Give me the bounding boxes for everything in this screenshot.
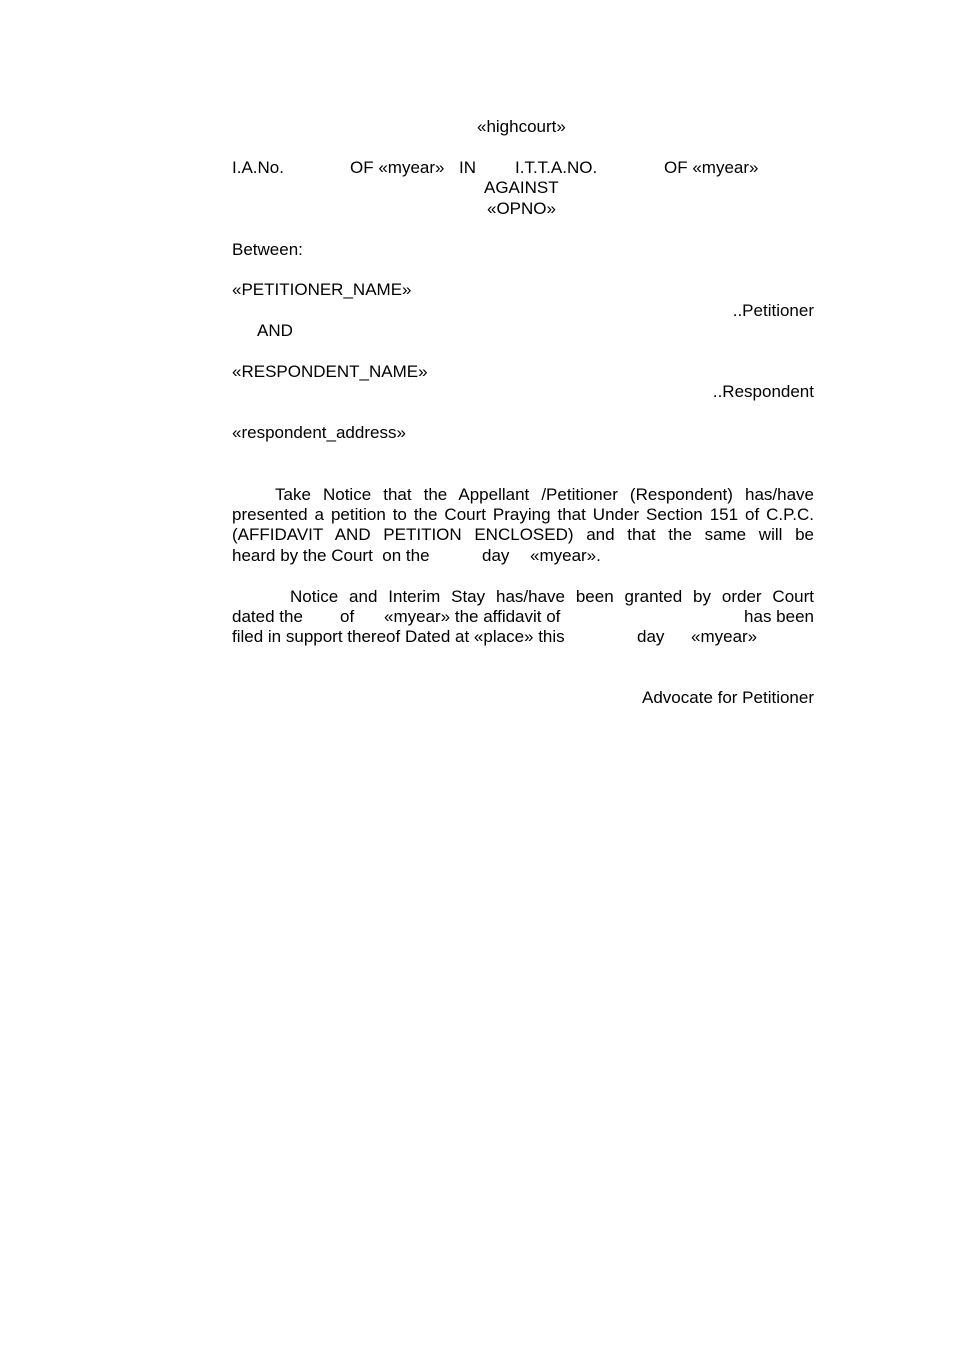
- hearing-year: «myear».: [530, 546, 601, 565]
- respondent-name: «RESPONDENT_NAME»: [232, 362, 428, 381]
- hearing-day-label: day: [482, 546, 510, 565]
- dated-at-place-label: filed in support thereof Dated at «place» this: [232, 627, 565, 646]
- affidavit-of-label: «myear» the affidavit of: [384, 607, 561, 626]
- and-label: AND: [257, 321, 293, 340]
- has-been-label: has been: [744, 607, 814, 626]
- itta-number-label: I.T.T.A.NO.: [515, 158, 598, 177]
- petitioner-name: «PETITIONER_NAME»: [232, 280, 412, 299]
- advocate-signature: Advocate for Petitioner: [642, 688, 814, 707]
- op-number: «OPNO»: [487, 199, 556, 218]
- respondent-role: ..Respondent: [712, 382, 814, 401]
- notice-paragraph-line-4: heard by the Court on the: [232, 546, 430, 565]
- dated-year: «myear»: [691, 627, 758, 646]
- dated-the-label: dated the: [232, 607, 303, 626]
- stay-paragraph-line-1: Notice and Interim Stay has/have been granted by order Court: [290, 587, 814, 606]
- dated-day-label: day: [637, 627, 665, 646]
- notice-paragraph-line-2: presented a petition to the Court Praying that Under Section 151 of C.P.C.: [232, 505, 814, 524]
- ia-year: OF «myear»: [350, 158, 445, 177]
- between-label: Between:: [232, 240, 303, 259]
- itta-year: OF «myear»: [664, 158, 759, 177]
- in-label: IN: [459, 158, 476, 177]
- of-label: of: [340, 607, 355, 626]
- respondent-address: «respondent_address»: [232, 423, 406, 442]
- notice-paragraph-line-3: (AFFIDAVIT AND PETITION ENCLOSED) and that the same will be: [232, 525, 814, 544]
- court-name: «highcourt»: [477, 117, 566, 136]
- ia-number-label: I.A.No.: [232, 158, 284, 177]
- notice-paragraph-line-1: Take Notice that the Appellant /Petitioner (Respondent) has/have: [275, 485, 814, 504]
- petitioner-role: ..Petitioner: [732, 301, 814, 320]
- against-label: AGAINST: [484, 178, 559, 197]
